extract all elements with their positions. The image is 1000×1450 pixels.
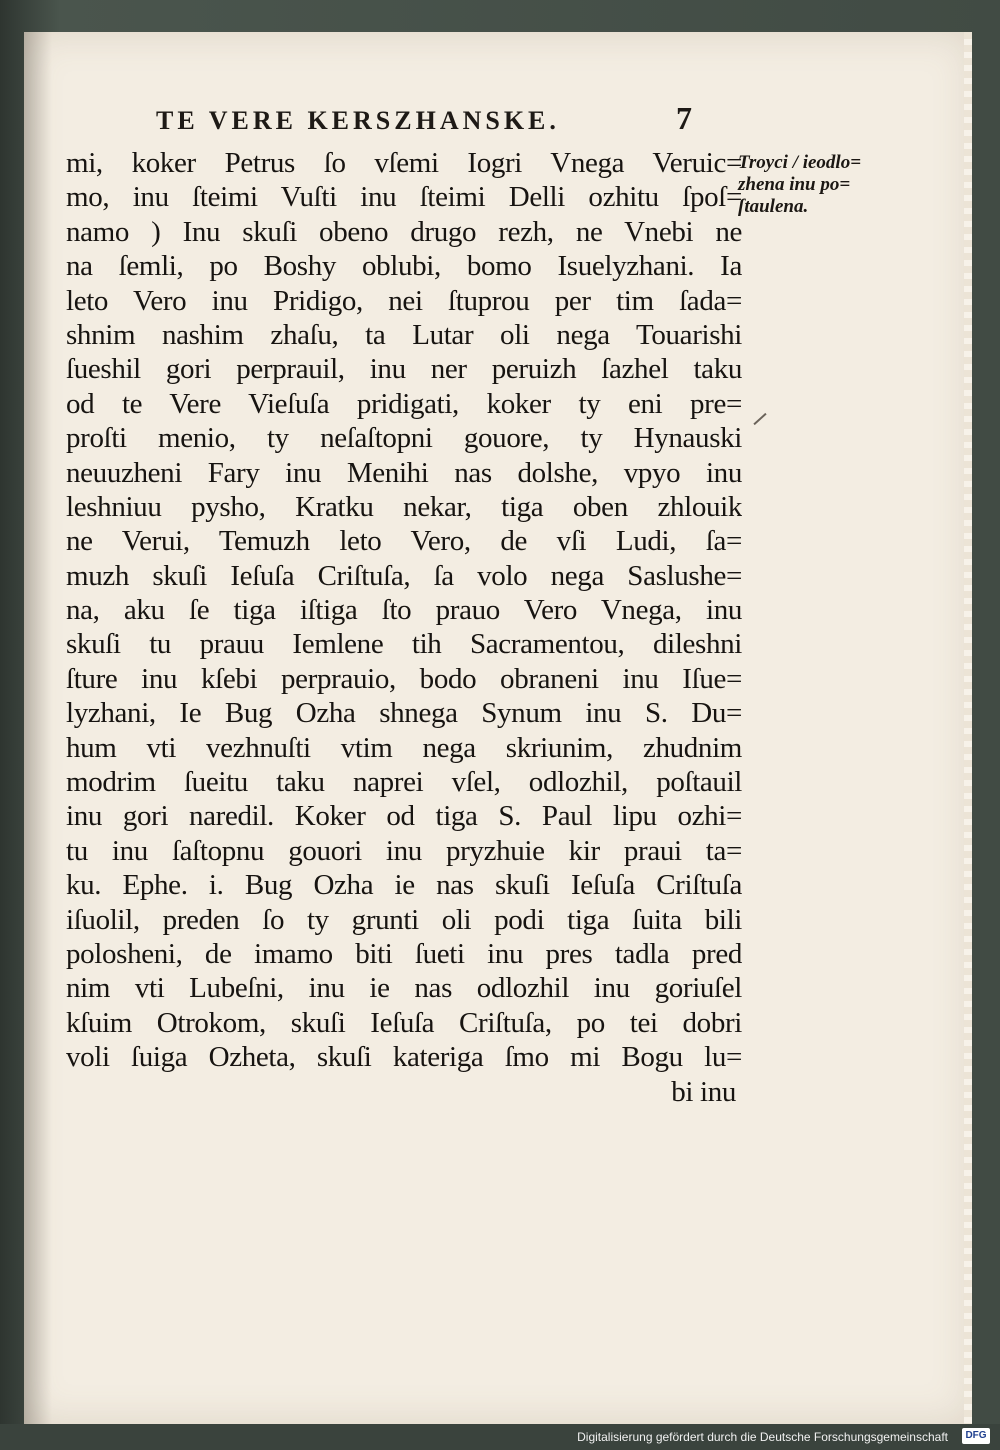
text-line: ne Verui, Temuzh leto Vero, de vſi Ludi, ſa= [66,525,742,558]
text-line: leshniuu pysho, Kratku nekar, tiga oben zhlouik [66,490,742,523]
text-line: ku. Ephe. i. Bug Ozha ie nas skuſi Ieſuſa Criſtuſa [66,869,742,902]
deckled-page-edge [964,32,972,1424]
text-line: voli ſuiga Ozheta, skuſi kateriga ſmo mi Bogu lu= [66,1041,742,1074]
text-line: kſuim Otrokom, skuſi Ieſuſa Criſtuſa, po tei dobri [66,1006,742,1039]
text-line: tu inu ſaſtopnu gouori inu pryzhuie kir praui ta= [66,834,742,867]
page-number: 7 [676,100,692,136]
marginal-note [738,152,861,218]
text-line: neuuzheni Fary inu Menihi nas dolshe, vpyo inu [66,456,742,489]
text-line: polosheni, de imamo biti ſueti inu pres tadla pred [66,937,742,970]
text-line: ſueshil gori perprauil, inu ner peruizh ſazhel taku [66,353,742,386]
text-line: mi, koker Petrus ſo vſemi Iogri Vnega Veruic= [66,147,742,179]
text-line: mo, inu ſteimi Vuſti inu ſteimi Delli ozhitu ſpoſ= [66,181,742,214]
dfg-logo-icon: DFG [962,1428,990,1444]
text-line: hum vti vezhnuſti vtim nega skriunim, zhudnim [66,731,742,764]
text-line: od te Vere Vieſuſa pridigati, koker ty eni pre= [66,387,742,420]
marginal-note-line: ſtaulena. [738,196,809,217]
marginal-note-line: Troyci / ieodlo= [738,152,862,173]
text-line: skuſi tu prauu Iemlene tih Sacramentou, dileshni [66,628,742,661]
text-line: lyzhani, Ie Bug Ozha shnega Synum inu S. Du= [66,697,742,730]
text-line: na, aku ſe tiga iſtiga ſto prauo Vero Vnega, inu [66,594,742,627]
catchword-line: bi inu [671,1075,736,1108]
marginal-note-line: zhena inu po= [738,174,851,195]
text-line: muzh skuſi Ieſuſa Criſtuſa, ſa volo nega Saslushe= [66,559,742,592]
text-line: namo ) Inu skuſi obeno drugo rezh, ne Vnebi ne [66,215,742,248]
text-line: leto Vero inu Pridigo, nei ſtuprou per tim ſada= [66,284,742,317]
text-line: proſti menio, ty neſaſtopni gouore, ty Hynauski [66,422,742,455]
gutter-shadow [24,32,52,1424]
text-line: modrim ſueitu taku naprei vſel, odlozhil, poſtauil [66,766,742,799]
text-line: ſture inu kſebi perprauio, bodo obraneni inu Iſue= [66,662,742,695]
text-line: iſuolil, preden ſo ty grunti oli podi tiga ſuita bili [66,903,742,936]
text-line: na ſemli, po Boshy oblubi, bomo Isuelyzhani. Ia [66,250,742,283]
funding-credit: Digitalisierung gefördert durch die Deutsche Forschungsgemeinschaft [577,1430,948,1444]
text-line: shnim nashim zhaſu, ta Lutar oli nega Touarishi [66,318,742,351]
text-line: inu gori naredil. Koker od tiga S. Paul lipu ozhi= [66,800,742,833]
body-text [66,146,742,1109]
text-line: nim vti Lubeſni, inu ie nas odlozhil inu goriuſel [66,972,742,1005]
running-head: TE VERE KERSZHANSKE. [156,106,560,135]
